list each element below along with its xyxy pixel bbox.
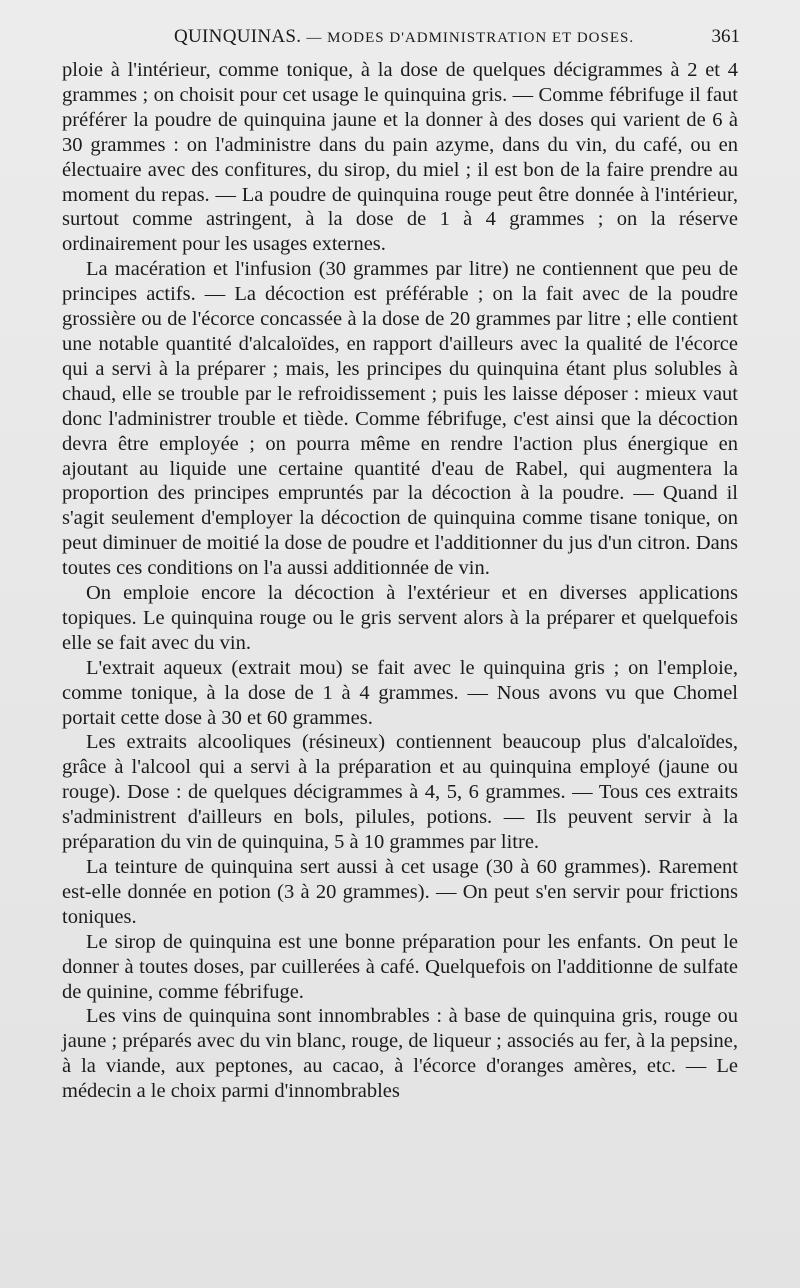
paragraph: L'extrait aqueux (extrait mou) se fait avec le quinquina gris ; on l'emploie, comme tonique, à la dose de 1 à 4 grammes. — Nous avons vu que Chomel portait cette dose à 30 et 60 grammes.	[62, 656, 738, 729]
paragraph: Le sirop de quinquina est une bonne préparation pour les enfants. On peut le donner à toutes doses, par cuillerées à café. Quelquefois on l'additionne de sulfate de quinine, comme fébrifuge.	[62, 930, 738, 1003]
paragraph: La teinture de quinquina sert aussi à cet usage (30 à 60 grammes). Rarement est-elle donnée en potion (3 à 20 grammes). — On peut s'en servir pour frictions toniques.	[62, 856, 738, 928]
paragraph: Les extraits alcooliques (résineux) contiennent beaucoup plus d'alcaloïdes, grâce à l'alcool qui a servi à la préparation et au quinquina employé (jaune ou rouge). Dose : de quelques décigrammes à 4, 5, 6 grammes. — Tous ces extraits s'administrent d'ailleurs en bols, pilules, potions. — Ils peuvent servir à la préparation du vin de quinquina, 5 à 10 grammes par litre.	[62, 731, 738, 854]
paragraph-continued: ploie à l'intérieur, comme tonique, à la dose de quelques décigrammes à 2 et 4 grammes ; on choisit pour cet usage le quinquina gris. — Comme fébrifuge il faut préférer la poudre de quinquina jaune et la donner à des doses qui varient de 6 à 30 grammes : on l'administre dans du pain azyme, dans du vin, du café, ou en électuaire avec des confitures, du sirop, du miel ; il est bon de la faire prendre au moment du repas. — La poudre de quinquina rouge peut être donnée à l'intérieur, surtout comme astringent, à la dose de 1 à 4 grammes ; on la réserve ordinairement pour les usages externes.	[62, 59, 738, 256]
body-text	[62, 58, 738, 1104]
header-subtitle: — MODES D'ADMINISTRATION ET DOSES.	[306, 30, 635, 46]
header-title-group	[174, 20, 634, 55]
header-title: QUINQUINAS.	[174, 26, 302, 47]
paragraph: On emploie encore la décoction à l'extérieur et en diverses applications topiques. Le quinquina rouge ou le gris servent alors à la préparer et quelquefois elle se fait avec du vin.	[62, 582, 738, 654]
paragraph: Les vins de quinquina sont innombrables : à base de quinquina gris, rouge ou jaune ; préparés avec du vin blanc, rouge, de liqueur ; associés au fer, à la pepsine, à la viande, aux peptones, au cacao, à l'écorce d'oranges amères, etc. — Le médecin a le choix parmi d'innombrables	[62, 1005, 738, 1103]
paragraph: La macération et l'infusion (30 grammes par litre) ne contiennent que peu de principes actifs. — La décoction est préférable ; on la fait avec de la poudre grossière ou de l'écorce concassée à la dose de 20 grammes par litre ; elle contient une notable quantité d'alcaloïdes, en rapport d'ailleurs avec la qualité de l'écorce qui a servi à la préparer ; mais, les principes du quinquina étant plus solubles à chaud, elle se trouble par le refroidissement ; puis les laisse déposer : mieux vaut donc l'administrer trouble et tiède. Comme fébrifuge, c'est ainsi que la décoction devra être employée ; on pourra même en rendre l'action plus énergique en ajoutant au liquide une certaine quantité d'eau de Rabel, qui augmentera la proportion des principes empruntés par la décoction à la poudre. — Quand il s'agit seulement d'employer la décoction de quinquina comme tisane tonique, on peut diminuer de moitié la dose de poudre et l'additionner du jus d'un citron. Dans toutes ces conditions on l'a aussi additionnée de vin.	[62, 258, 738, 580]
running-header	[62, 20, 738, 54]
page-number: 361	[711, 26, 740, 47]
